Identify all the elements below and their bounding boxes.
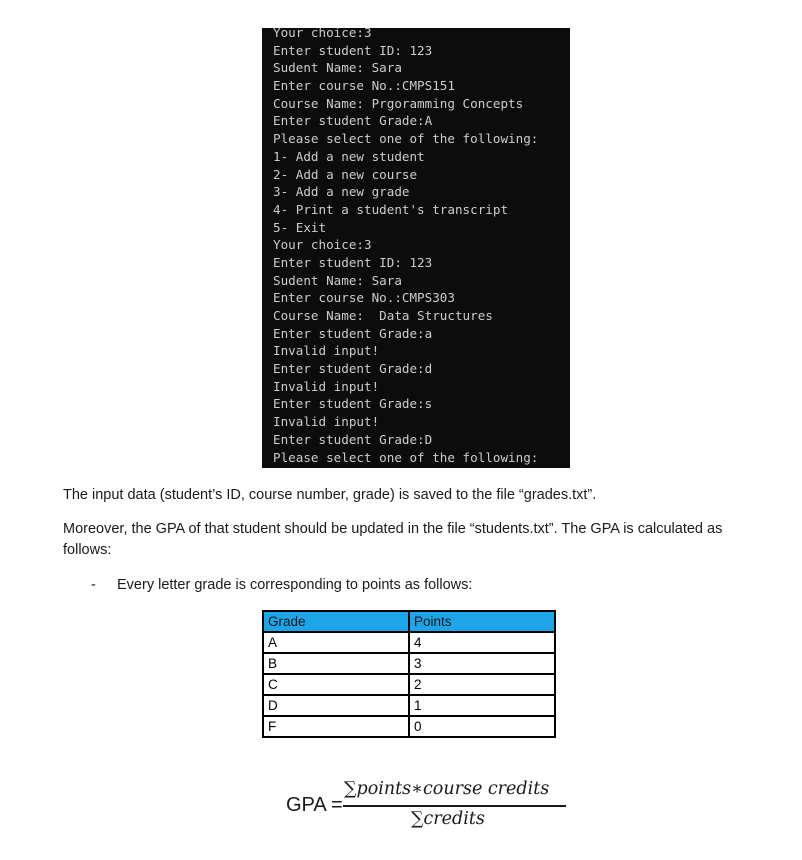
console-line: Enter student Grade:d [273, 361, 433, 377]
fraction-bar [343, 805, 566, 807]
table-row [263, 653, 555, 674]
console-line: Enter student ID: 123 [273, 42, 433, 58]
console-line: 4- Print a student's transcript [273, 201, 509, 217]
table-row [263, 716, 555, 737]
console-line: Enter student Grade:A [273, 113, 433, 129]
console-line: Invalid input! [273, 378, 380, 394]
console-line: Enter student Grade:a [273, 325, 433, 341]
console-line: Course Name: Prgoramming Concepts [273, 95, 524, 111]
console-line: Please select one of the following: [273, 449, 539, 465]
table-row [263, 695, 555, 716]
grade-cell: F [263, 716, 409, 737]
console-line: Enter student ID: 123 [273, 254, 433, 270]
console-line: 1- Add a new student [273, 148, 425, 164]
bullet-grade-points: Every letter grade is corresponding to points as follows: [117, 577, 473, 593]
grade-cell: B [263, 653, 409, 674]
grade-cell: C [263, 674, 409, 695]
grade-cell: D [263, 695, 409, 716]
console-line: Course Name: Data Structures [273, 308, 493, 323]
console-line: Enter course No.:CMPS303 [273, 290, 455, 306]
formula-denominator: ∑credits [411, 809, 485, 829]
header-points: Points [409, 611, 555, 632]
points-cell: 1 [409, 695, 555, 716]
header-grade: Grade [263, 611, 409, 632]
bullet-marker: - [91, 577, 96, 593]
console-screenshot [262, 28, 570, 468]
console-line: Enter course No.:CMPS151 [273, 78, 455, 94]
points-cell: 3 [409, 653, 555, 674]
console-line: Sudent Name: Sara [273, 60, 402, 76]
console-line: Enter student Grade:s [273, 396, 433, 412]
console-line: Your choice:3 [273, 28, 372, 40]
console-line: Sudent Name: Sara [273, 272, 402, 288]
console-line: 3- Add a new grade [273, 184, 410, 200]
table-row [263, 632, 555, 653]
console-line: Enter student Grade:D [273, 431, 433, 447]
gpa-label: GPA [286, 794, 327, 816]
grade-points-table [262, 610, 556, 738]
console-line: 5- Exit [273, 219, 327, 235]
console-line: Invalid input! [273, 343, 380, 359]
table-row [263, 674, 555, 695]
points-cell: 0 [409, 716, 555, 737]
console-line: Invalid input! [273, 414, 380, 430]
points-cell: 2 [409, 674, 555, 695]
paragraph-gpa-update: Moreover, the GPA of that student should be updated in the file “students.txt”. The GPA is calculated as follows: [63, 521, 723, 558]
points-cell: 4 [409, 632, 555, 653]
console-line: Your choice:3 [273, 237, 372, 253]
console-line: Please select one of the following: [273, 131, 539, 147]
equals-sign: = [331, 794, 343, 816]
grade-cell: A [263, 632, 409, 653]
table-header-row [263, 611, 555, 632]
console-line: 2- Add a new course [273, 166, 418, 182]
paragraph-grades-file: The input data (student’s ID, course number, grade) is saved to the file “grades.txt”. [63, 487, 597, 503]
formula-numerator: ∑points∗course credits [344, 779, 550, 799]
